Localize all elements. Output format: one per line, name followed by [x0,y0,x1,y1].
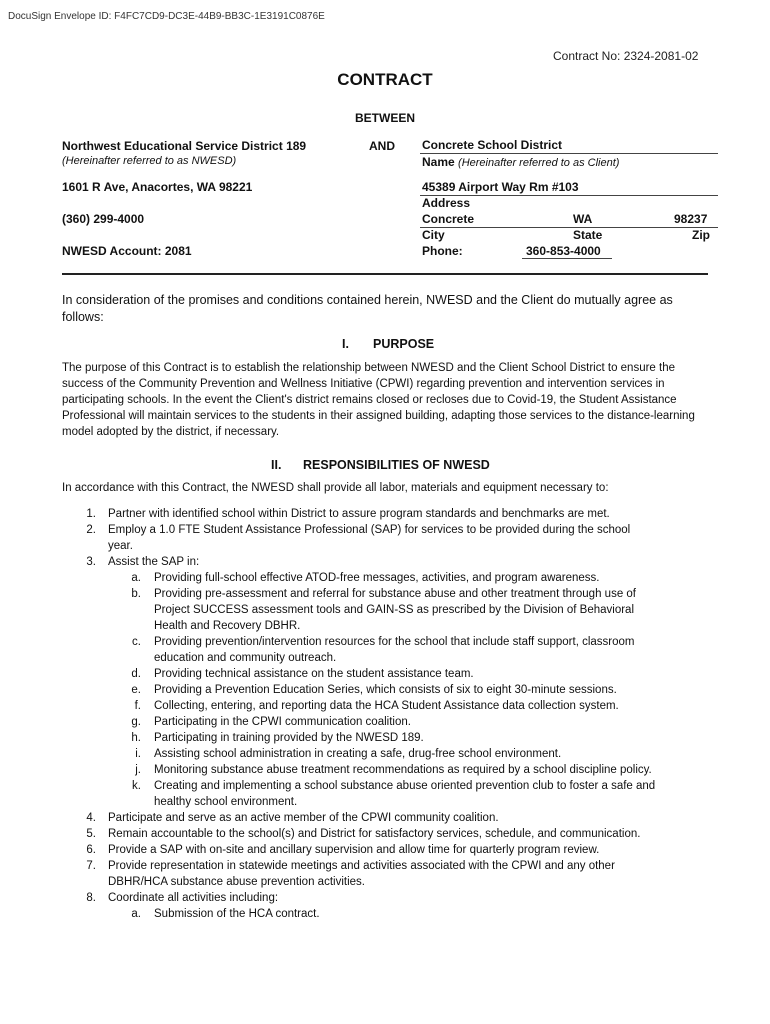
client-city-label: City [422,228,445,242]
client-zip-label: Zip [692,228,710,242]
contract-number: Contract No: 2324-2081-02 [553,49,699,63]
sub-list-item [78,730,718,746]
section-2-title: RESPONSIBILITIES OF NWESD [303,458,490,472]
list-item [78,506,718,522]
client-phone: 360-853-4000 [526,244,601,258]
client-address-label: Address [422,196,471,210]
sub-list-item [78,714,718,730]
client-name-rule [420,153,718,154]
list-item [78,858,718,890]
list-item [78,522,718,554]
document-title: CONTRACT [337,70,433,89]
list-item-text: Participate and serve as an active member of the CPWI community coalition. [108,812,499,824]
list-item-number: b. [131,588,141,600]
sub-list-item [78,778,718,810]
list-item-text: year. [108,540,133,552]
client-name-label: Name [422,155,455,169]
list-item-text: Project SUCCESS assessment tools and GAIN-SS as prescribed by the Division of Behavioral [154,604,635,616]
envelope-id: DocuSign Envelope ID: F4FC7CD9-DC3E-44B9-BB3C-1E3191C0876E [8,11,325,22]
client-address: 45389 Airport Way Rm #103 [422,180,579,194]
between-label: BETWEEN [355,111,415,125]
client-name-row [422,155,619,169]
list-item-number: a. [131,572,141,584]
list-item-number: 3. [86,556,96,568]
section-2-number: II. [271,458,282,472]
list-item-text: Monitoring substance abuse treatment recommendations as required by a school discipline policy. [154,764,652,776]
list-item [78,826,718,842]
section-1-number: I. [342,337,349,351]
list-item [78,890,718,906]
section-1-title: PURPOSE [373,337,435,351]
sub-list-item [78,906,718,922]
client-city-rule [420,227,718,228]
nwesd-phone: (360) 299-4000 [62,212,145,226]
list-item-number: 6. [86,844,96,856]
client-state: WA [573,212,593,226]
list-item-text: healthy school environment. [154,796,298,808]
list-item-number: g. [131,716,141,728]
sub-list-item [78,634,718,666]
list-item-number: e. [131,684,141,696]
list-item-text: Partner with identified school within District to assure program standards and benchmarks are met. [108,508,610,520]
sub-list-item [78,586,718,634]
list-item-number: 1. [86,508,96,520]
sub-list-item [78,762,718,778]
list-item-text: Creating and implementing a school substance abuse oriented prevention club to foster a safe and [154,780,656,792]
sub-list-item [78,666,718,682]
list-item-text: Assist the SAP in: [108,556,200,568]
responsibilities-intro: In accordance with this Contract, the NWESD shall provide all labor, materials and equipment necessary to: [62,482,609,494]
sub-list-item [78,698,718,714]
client-zip: 98237 [674,212,708,226]
list-item-number: i. [135,748,141,760]
sub-list-item [78,682,718,698]
client-referred: (Hereinafter referred to as Client) [458,157,620,169]
list-item [78,842,718,858]
list-item-text: Remain accountable to the school(s) and District for satisfactory services, schedule, and communication. [108,828,641,840]
list-item-number: 8. [86,892,96,904]
list-item-text: Providing prevention/intervention resources for the school that include staff support, classroom [154,636,635,648]
intro-paragraph: In consideration of the promises and conditions contained herein, NWESD and the Client do mutually agree as follows: [62,293,673,324]
list-item-number: j. [135,764,141,776]
list-item [78,810,718,826]
list-item-text: Health and Recovery DBHR. [154,620,301,632]
list-item-text: DBHR/HCA substance abuse prevention activities. [108,876,365,888]
and-label: AND [369,139,395,153]
list-item-text: Providing a Prevention Education Series, which consists of six to eight 30-minute sessions. [154,684,617,696]
nwesd-referred: (Hereinafter referred to as NWESD) [62,155,237,167]
list-item-text: Submission of the HCA contract. [154,908,320,920]
list-item-text: Provide a SAP with on-site and ancillary supervision and allow time for quarterly program review. [108,844,600,856]
responsibilities-list [78,506,718,922]
list-item-text: Participating in training provided by the NWESD 189. [154,732,424,744]
client-city: Concrete [422,212,475,226]
list-item-text: Coordinate all activities including: [108,892,279,904]
nwesd-name: Northwest Educational Service District 189 [62,139,307,153]
header-divider [62,273,708,275]
purpose-paragraph: The purpose of this Contract is to establish the relationship between NWESD and the Client School District to ensure the success of the Community Prevention and Wellness Initiative (CPWI) regarding prevention and intervention services in participating schools. In the event the Client's district remains closed or recloses due to Covid-19, the Student Assistance Professional will maintain services to the students in their assigned building, adapting those services to the distance-learning model adopted by the district, if necessary. [62,362,695,438]
sub-list-item [78,746,718,762]
list-item-number: h. [131,732,141,744]
list-item-number: d. [131,668,141,680]
list-item-number: 4. [86,812,96,824]
list-item-number: c. [132,636,141,648]
list-item-number: 5. [86,828,96,840]
list-item-number: f. [134,700,141,712]
list-item-number: a. [131,908,141,920]
list-item-text: Participating in the CPWI communication coalition. [154,716,411,728]
list-item-number: k. [132,780,141,792]
client-phone-label: Phone: [422,244,463,258]
client-phone-rule [522,258,612,259]
client-name: Concrete School District [422,138,563,152]
list-item-number: 7. [86,860,96,872]
nwesd-account: NWESD Account: 2081 [62,244,192,258]
list-item-text: Employ a 1.0 FTE Student Assistance Professional (SAP) for services to be provided during the school [108,524,631,536]
list-item [78,554,718,570]
list-item-number: 2. [86,524,96,536]
list-item-text: education and community outreach. [154,652,337,664]
nwesd-address: 1601 R Ave, Anacortes, WA 98221 [62,180,253,194]
list-item-text: Providing full-school effective ATOD-free messages, activities, and program awareness. [154,572,600,584]
list-item-text: Providing technical assistance on the student assistance team. [154,668,474,680]
list-item-text: Provide representation in statewide meetings and activities associated with the CPWI and any other [108,860,615,872]
list-item-text: Collecting, entering, and reporting data the HCA Student Assistance data collection system. [154,700,619,712]
sub-list-item [78,570,718,586]
list-item-text: Providing pre-assessment and referral for substance abuse and other treatment through use of [154,588,636,600]
client-state-label: State [573,228,603,242]
list-item-text: Assisting school administration in creating a safe, drug-free school environment. [154,748,562,760]
